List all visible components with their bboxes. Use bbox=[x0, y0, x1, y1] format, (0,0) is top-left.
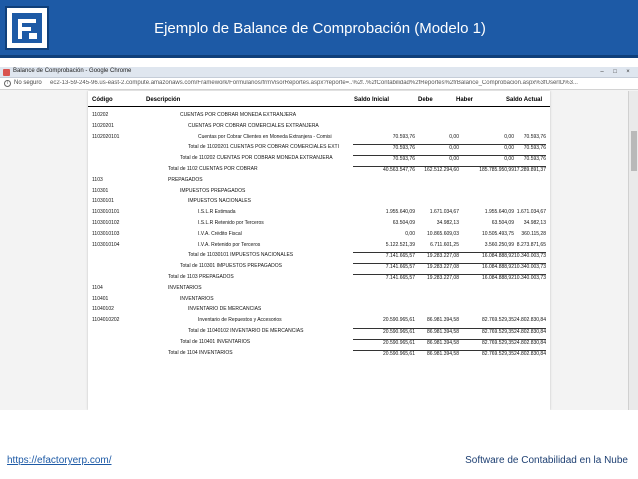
vertical-scrollbar[interactable] bbox=[628, 91, 638, 410]
row-description: Total de 110301 IMPUESTOS PREPAGADOS bbox=[180, 263, 282, 270]
row-description: I.V.A. Retenido por Terceros bbox=[198, 241, 261, 248]
table-row bbox=[88, 132, 550, 143]
row-description: CUENTAS POR COBRAR MONEDA EXTRANJERA bbox=[180, 112, 297, 118]
row-code: 110301 bbox=[92, 187, 109, 194]
row-debe: 19.283.227,08 bbox=[397, 263, 459, 270]
col-saldo-actual: Saldo Actual bbox=[506, 97, 543, 103]
row-saldo-actual: 24.802.830,84 bbox=[484, 350, 546, 357]
row-haber: 16.084.888,92 bbox=[452, 252, 514, 259]
row-description: Total de 1103 PREPAGADOS bbox=[168, 274, 234, 280]
row-haber: 82.769.529,35 bbox=[482, 317, 514, 324]
col-debe: Debe bbox=[418, 97, 433, 103]
row-saldo-inicial: 70.593,76 bbox=[392, 133, 415, 140]
security-label: No seguro bbox=[14, 80, 42, 86]
row-description: INVENTARIOS bbox=[168, 284, 202, 291]
row-description: IMPUESTOS PREPAGADOS bbox=[180, 187, 246, 194]
table-row bbox=[88, 326, 550, 337]
row-saldo-inicial: 40.563.547,76 bbox=[353, 166, 415, 173]
row-saldo-inicial: 20.590.965,61 bbox=[353, 328, 415, 335]
row-code: 1103010104 bbox=[92, 241, 120, 248]
info-icon[interactable]: i bbox=[4, 80, 11, 87]
browser-titlebar bbox=[0, 67, 638, 78]
row-debe: 0,00 bbox=[449, 133, 459, 140]
table-row bbox=[88, 175, 550, 186]
table-row bbox=[88, 283, 550, 294]
row-debe: 86.981.394,58 bbox=[397, 339, 459, 346]
row-code: 1104 bbox=[92, 284, 103, 291]
row-debe: 86.981.394,58 bbox=[397, 350, 459, 357]
row-debe: 34.982,13 bbox=[436, 220, 459, 226]
row-description: Inventario de Repuestos y Accesorios bbox=[198, 317, 282, 324]
row-saldo-actual: 24.802.830,84 bbox=[484, 339, 546, 346]
row-debe: 0,00 bbox=[397, 155, 459, 162]
url-text[interactable]: ec2-13-59-245-96.us-east-2.compute.amazonaws.com/Framework/Formularios/frmVisorReportes.aspx?reporte=..%2f..%2fContabilidad%2fReportes%2frBalance_Comprobacion.aspx%3fUserID%3... bbox=[50, 80, 578, 86]
row-saldo-inicial: 20.590.965,61 bbox=[353, 350, 415, 357]
slide-title: Ejemplo de Balance de Comprobación (Modelo 1) bbox=[154, 20, 486, 37]
row-debe: 1.671.034,67 bbox=[429, 209, 459, 216]
row-saldo-inicial: 20.590.965,61 bbox=[383, 317, 415, 324]
row-description: Total de 11040102 INVENTARIO DE MERCANCIAS bbox=[188, 328, 304, 334]
row-saldo-actual: 10.340.003,73 bbox=[484, 252, 546, 259]
row-code: 1103 bbox=[92, 176, 103, 183]
table-row bbox=[88, 229, 550, 240]
maximize-icon[interactable]: □ bbox=[613, 69, 617, 75]
table-row bbox=[88, 110, 550, 121]
row-description: PREPAGADOS bbox=[168, 176, 203, 183]
row-saldo-actual: 17.289.891,37 bbox=[484, 166, 546, 173]
slide-header bbox=[0, 0, 638, 58]
row-saldo-actual: 360.115,28 bbox=[521, 230, 546, 237]
row-description: CUENTAS POR COBRAR COMERCIALES EXTRANJERA bbox=[188, 122, 319, 129]
row-haber: 82.769.529,35 bbox=[452, 328, 514, 335]
row-haber: 0,00 bbox=[452, 144, 514, 151]
row-haber: 10.505.493,75 bbox=[482, 230, 514, 237]
row-haber: 16.084.888,92 bbox=[452, 263, 514, 270]
table-row bbox=[88, 315, 550, 326]
row-saldo-actual: 70.593,76 bbox=[484, 155, 546, 162]
row-description: Total de 1104 INVENTARIOS bbox=[168, 349, 233, 356]
table-row bbox=[88, 348, 550, 359]
table-row bbox=[88, 121, 550, 132]
footer-link[interactable]: https://efactoryerp.com/ bbox=[7, 455, 112, 466]
report-header-row bbox=[88, 97, 550, 107]
row-description: Cuentas por Cobrar Clientes en Moneda Extranjera - Comisi bbox=[198, 133, 332, 140]
row-saldo-inicial: 20.590.965,61 bbox=[353, 339, 415, 346]
row-saldo-actual: 1.671.034,67 bbox=[516, 209, 546, 216]
close-icon[interactable]: × bbox=[626, 69, 630, 75]
row-saldo-actual: 24.802.830,84 bbox=[484, 328, 546, 335]
row-saldo-inicial: 7.141.665,57 bbox=[353, 263, 415, 270]
table-row bbox=[88, 294, 550, 305]
row-description: Total de 11020201 CUENTAS POR COBRAR COMERCIALES EXTI bbox=[188, 144, 339, 151]
table-row bbox=[88, 250, 550, 261]
row-saldo-actual: 70.593,76 bbox=[523, 133, 546, 140]
row-description: I.S.L.R Retenido por Terceros bbox=[198, 220, 264, 226]
report-page bbox=[88, 91, 550, 410]
row-code: 1103010102 bbox=[92, 220, 120, 226]
table-row bbox=[88, 218, 550, 229]
row-description: I.V.A. Crédito Fiscal bbox=[198, 230, 242, 237]
col-descripcion: Descripción bbox=[146, 97, 181, 103]
row-saldo-inicial: 5.122.521,39 bbox=[385, 241, 415, 248]
col-saldo-inicial: Saldo Inicial bbox=[354, 97, 390, 103]
row-haber: 63.504,09 bbox=[491, 220, 514, 226]
window-title: Balance de Comprobación - Google Chrome bbox=[13, 68, 132, 74]
row-saldo-actual: 70.593,76 bbox=[484, 144, 546, 151]
table-row bbox=[88, 142, 550, 153]
row-saldo-actual: 10.340.003,73 bbox=[484, 263, 546, 270]
row-haber: 82.769.529,35 bbox=[452, 339, 514, 346]
row-saldo-actual: 34.982,13 bbox=[523, 220, 546, 226]
row-saldo-inicial: 7.141.665,57 bbox=[353, 274, 415, 281]
row-code: 11040102 bbox=[92, 306, 114, 313]
row-description: I.S.L.R Estimada bbox=[198, 209, 236, 216]
row-code: 11030101 bbox=[92, 198, 114, 205]
row-debe: 6.711.601,25 bbox=[430, 241, 459, 248]
row-code: 1104010202 bbox=[92, 317, 120, 324]
row-saldo-inicial: 1.955.640,09 bbox=[385, 209, 415, 216]
row-debe: 162.512.294,60 bbox=[397, 166, 459, 173]
col-codigo: Código bbox=[92, 97, 113, 103]
row-description: INVENTARIO DE MERCANCIAS bbox=[188, 306, 262, 313]
row-code: 1103010101 bbox=[92, 209, 120, 216]
table-row bbox=[88, 153, 550, 164]
row-code: 11020201 bbox=[92, 122, 114, 129]
table-row bbox=[88, 261, 550, 272]
row-haber: 0,00 bbox=[452, 155, 514, 162]
address-bar[interactable] bbox=[0, 78, 638, 90]
table-row bbox=[88, 272, 550, 283]
row-haber: 0,00 bbox=[504, 133, 514, 140]
row-saldo-actual: 8.273.871,65 bbox=[516, 241, 546, 248]
row-description: INVENTARIOS bbox=[180, 295, 214, 302]
row-saldo-inicial: 70.593,76 bbox=[353, 155, 415, 162]
browser-window bbox=[0, 67, 638, 410]
row-haber: 16.084.888,92 bbox=[452, 274, 514, 281]
table-row bbox=[88, 196, 550, 207]
col-haber: Haber bbox=[456, 97, 474, 103]
row-description: IMPUESTOS NACIONALES bbox=[188, 198, 251, 205]
row-saldo-inicial: 7.141.665,57 bbox=[353, 252, 415, 259]
row-code: 110202 bbox=[92, 112, 109, 118]
row-saldo-actual: 24.802.830,84 bbox=[514, 317, 546, 324]
row-debe: 86.981.394,58 bbox=[397, 328, 459, 335]
row-haber: 82.769.529,35 bbox=[452, 350, 514, 357]
minimize-icon[interactable]: – bbox=[600, 69, 604, 75]
browser-tab-icon bbox=[3, 69, 10, 76]
row-description: Total de 11030101 IMPUESTOS NACIONALES bbox=[188, 252, 294, 259]
row-debe: 0,00 bbox=[397, 144, 459, 151]
table-row bbox=[88, 164, 550, 175]
row-debe: 19.283.227,08 bbox=[397, 274, 459, 281]
row-code: 110401 bbox=[92, 295, 109, 302]
row-haber: 3.560.250,99 bbox=[484, 241, 514, 248]
row-code: 1102020101 bbox=[92, 133, 120, 140]
row-debe: 86.981.394,58 bbox=[427, 317, 459, 324]
table-row bbox=[88, 337, 550, 348]
row-description: Total de 110401 INVENTARIOS bbox=[180, 338, 251, 345]
footer-tagline: Software de Contabilidad en la Nube bbox=[465, 455, 628, 466]
row-haber: 1.955.640,09 bbox=[484, 209, 514, 216]
row-saldo-inicial: 70.593,76 bbox=[353, 144, 415, 151]
row-saldo-inicial: 63.504,09 bbox=[392, 220, 415, 226]
row-saldo-inicial: 0,00 bbox=[405, 230, 415, 237]
row-debe: 19.283.227,08 bbox=[397, 252, 459, 259]
logo-icon bbox=[5, 6, 49, 50]
row-haber: 185.785.950,99 bbox=[452, 166, 514, 173]
table-row bbox=[88, 207, 550, 218]
row-description: Total de 110202 CUENTAS POR COBRAR MONEDA EXTRANJERA bbox=[180, 155, 333, 162]
row-debe: 10.865.609,03 bbox=[427, 230, 459, 237]
table-row bbox=[88, 240, 550, 251]
table-row bbox=[88, 304, 550, 315]
table-row bbox=[88, 186, 550, 197]
row-description: Total de 1102 CUENTAS POR COBRAR bbox=[168, 166, 258, 172]
row-code: 1103010103 bbox=[92, 230, 120, 237]
row-saldo-actual: 10.340.003,73 bbox=[484, 274, 546, 281]
scrollbar-thumb[interactable] bbox=[631, 131, 637, 171]
